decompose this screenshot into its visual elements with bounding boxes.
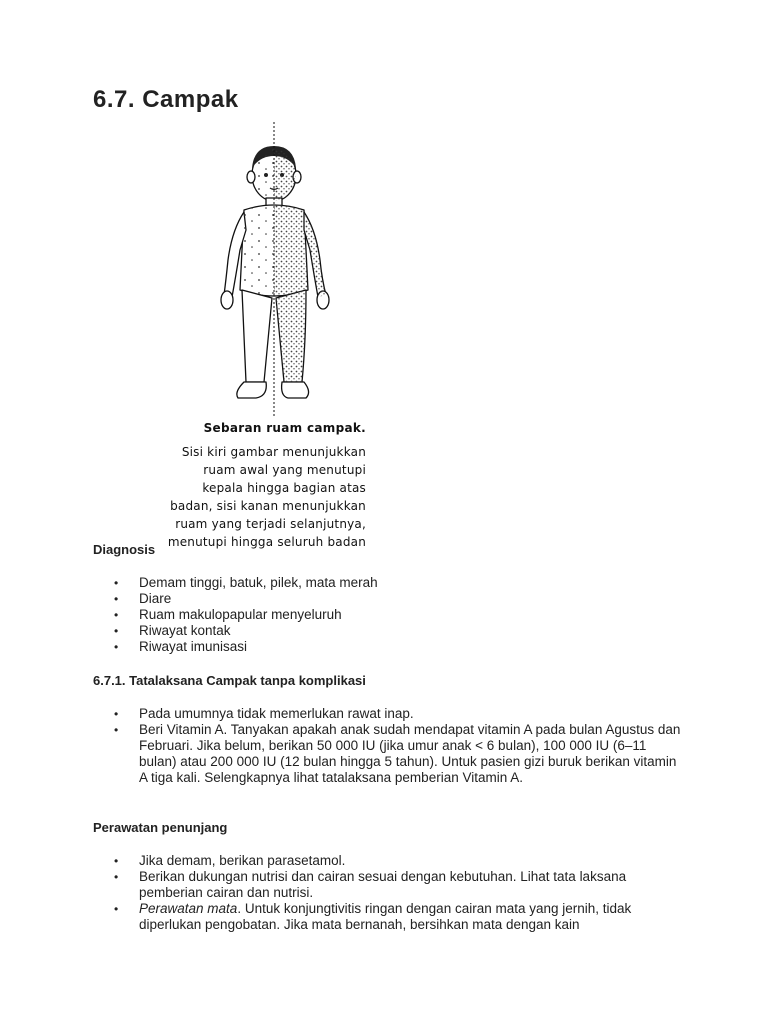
list-item: • Ruam makulopapular menyeluruh [93,607,693,623]
list-item: • Jika demam, berikan parasetamol. [93,853,693,869]
list-item: • Pada umumnya tidak memerlukan rawat inap. [93,706,683,722]
measles-rash-illustration [200,120,380,420]
diagnosis-list [93,575,693,655]
caption-line: kepala hingga bagian atas [202,481,366,495]
eye-care-label: Perawatan mata [139,901,238,916]
page-title: 6.7. Campak [93,86,239,113]
list-item: • Demam tinggi, batuk, pilek, mata merah [93,575,693,591]
caption-line: ruam awal yang menutupi [203,463,366,477]
tatalaksana-heading: 6.7.1. Tatalaksana Campak tanpa komplikasi [93,673,366,688]
caption-title: Sebaran ruam campak. [203,421,366,435]
figure-caption [160,421,366,551]
tatalaksana-list [93,706,683,786]
caption-line: Sisi kiri gambar menunjukkan [181,445,366,459]
list-item: • Diare [93,591,693,607]
perawatan-heading: Perawatan penunjang [93,820,228,835]
list-item: • Beri Vitamin A. Tanyakan apakah anak sudah mendapat vitamin A pada bulan Agustus dan Februari. Jika belum, berikan 50 000 IU (jika umur anak < 6 bulan), 100 000 IU (6–11 bulan) atau 200 000 IU (12 bulan hingga 5 tahun). Untuk pasien gizi buruk berikan vitamin A tiga kali. Selengkapnya lihat tatalaksana pemberian Vitamin A. [93,722,683,786]
eye-care-text: . Untuk konjungtivitis ringan dengan cairan mata yang jernih, tidak diperlukan pengobatan. Jika mata bernanah, bersihkan mata dengan kain [139,901,632,932]
diagnosis-heading: Diagnosis [93,542,156,557]
perawatan-list [93,853,693,933]
list-item: • Riwayat imunisasi [93,639,693,655]
list-item-eye-care [93,901,693,933]
caption-line: ruam yang terjadi selanjutnya, [175,517,366,531]
caption-line: badan, sisi kanan menunjukkan [170,499,366,513]
list-item: • Riwayat kontak [93,623,693,639]
list-item: • Berikan dukungan nutrisi dan cairan sesuai dengan kebutuhan. Lihat tata laksana pemberian cairan dan nutrisi. [93,869,693,901]
caption-line: menutupi hingga seluruh badan [167,535,366,549]
